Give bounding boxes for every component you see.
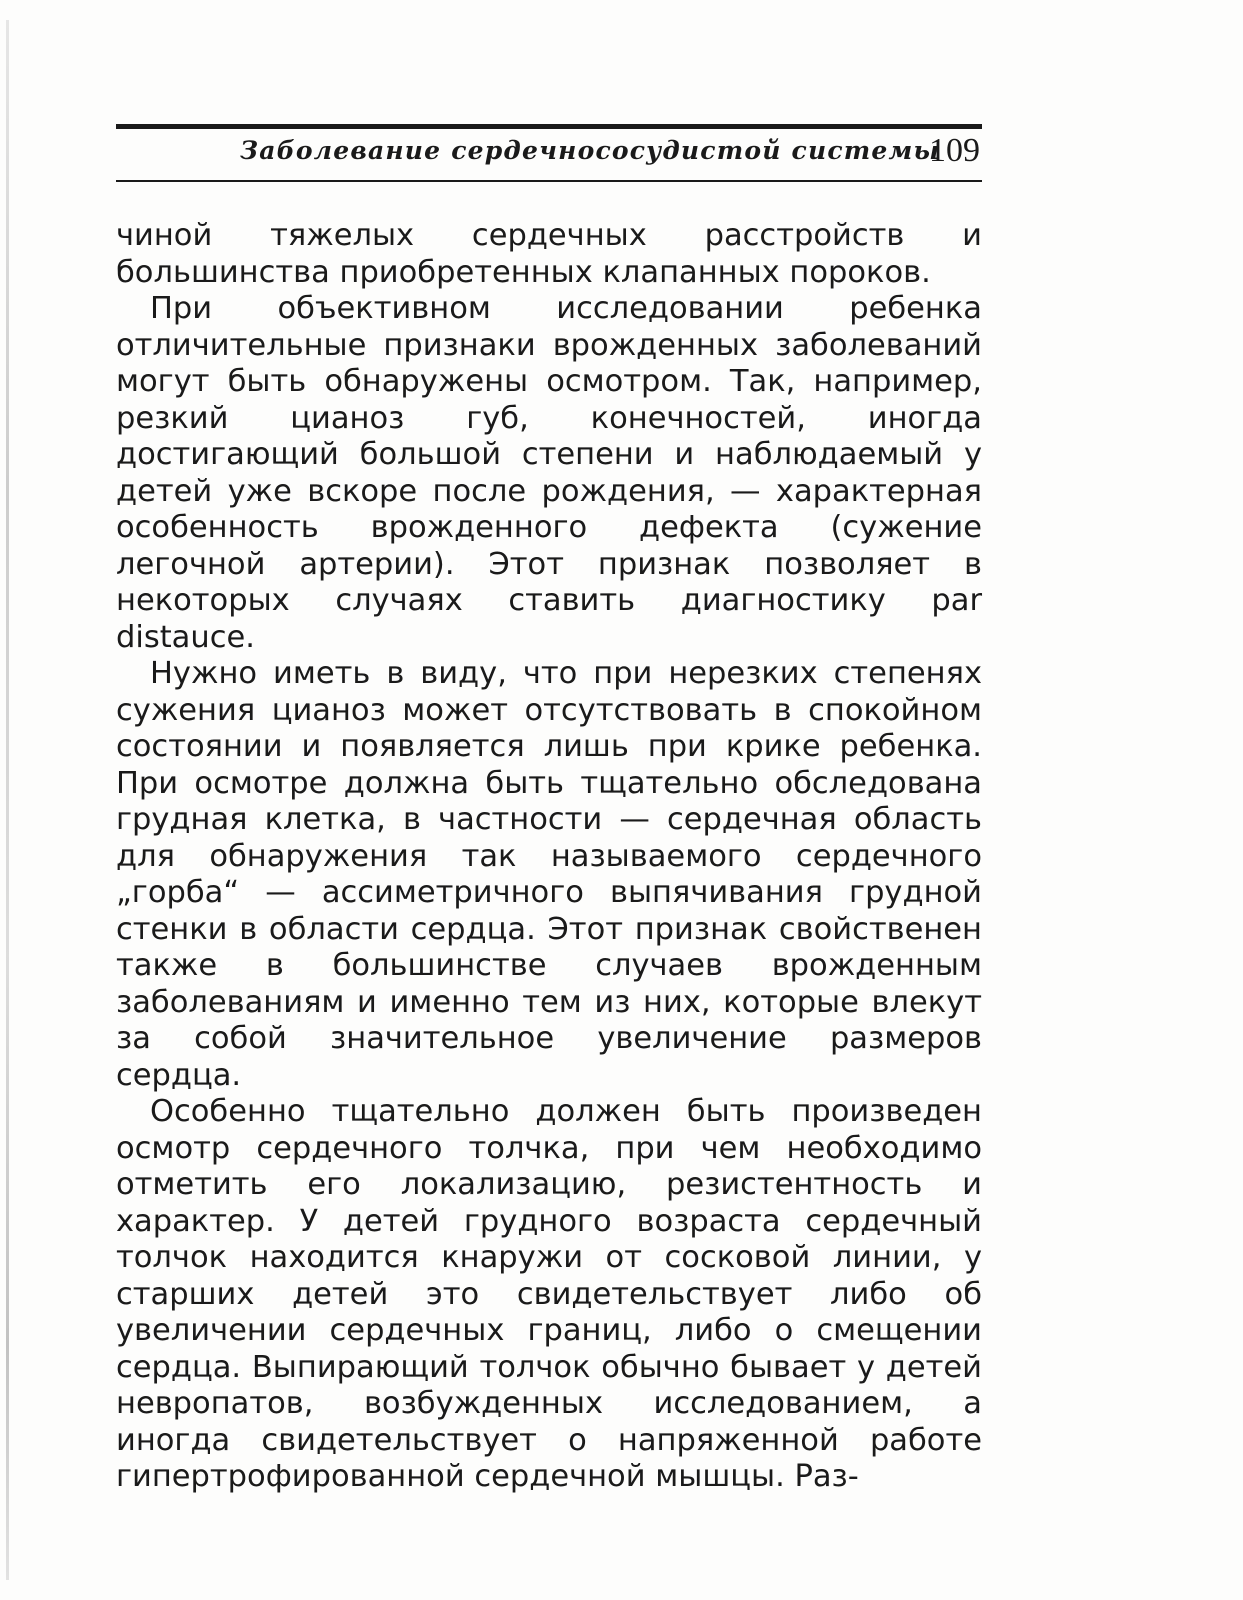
paragraph: Нужно иметь в виду, что при нерезких степенях сужения цианоз может отсутствовать в спокойном состоянии и появляется лишь при крике ребенка. При осмотре должна быть тщательно обследована грудная клетка, в частности — сердечная область для обнаружения так называемого сердечного „горба“ — ассиметричного выпячивания грудной стенки в области сердца. Этот признак свойственен также в большинстве случаев врожденным заболеваниям и именно тем из них, которые влекут за собой значительное увеличение размеров сердца. — [116, 656, 982, 1093]
body-text — [116, 218, 982, 1496]
paragraph: При объективном исследовании ребенка отличительные признаки врожденных заболеваний могут быть обнаружены осмотром. Так, например, резкий цианоз губ, конечностей, иногда достигающий большой степени и наблюдаемый у детей уже вскоре после рождения, — характерная особенность врожденного дефекта (сужение легочной артерии). Этот признак позволяет в некоторых случаях ставить диагностику par distauce. — [116, 291, 982, 655]
page-number: 109 — [929, 132, 980, 169]
paragraph: Особенно тщательно должен быть произведен осмотр сердечного толчка, при чем необходимо отметить его локализацию, резистентность и характер. У детей грудного возраста сердечный толчок находится кнаружи от сосковой линии, у старших детей это свидетельствует либо об увеличении сердечных границ, либо о смещении сердца. Выпирающий толчок обычно бывает у детей невропатов, возбужденных исследованием, а иногда свидетельствует о напряженной работе гипертрофированной сердечной мышцы. Раз- — [116, 1094, 982, 1494]
paragraph-continued: чиной тяжелых сердечных расстройств и большинства приобретенных клапанных пороков. — [116, 218, 982, 290]
running-title: Заболевание сердечнососудистой системы — [240, 136, 941, 165]
scan-edge-shadow — [6, 20, 9, 1580]
running-head — [116, 134, 982, 178]
header-bottom-rule — [116, 180, 982, 182]
header-top-rule — [116, 124, 982, 129]
